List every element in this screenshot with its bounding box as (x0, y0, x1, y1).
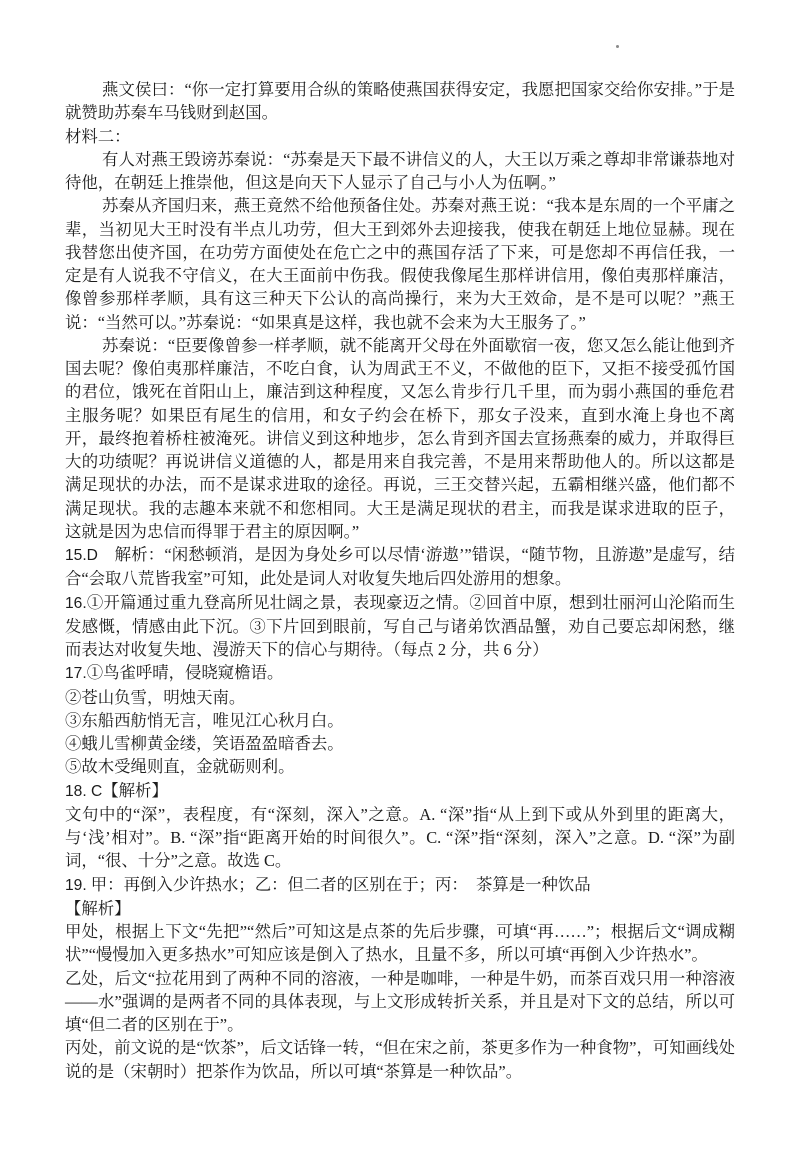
answer-19-analysis-label (65, 897, 735, 920)
answer-17-number: 17. (65, 665, 87, 683)
answer-15-number: 15.D (65, 547, 98, 564)
answer-19-analysis-jia (65, 920, 735, 967)
answer-15-text: 解析：“闲愁顿消，是因为身处乡可以尽情‘游遨’”错误，“随节物，且游遨”是虚写，结合“会取八荒皆我室”可知，此处是词人对收复失地后四处游用的想象。 (65, 545, 735, 589)
answer-19-analysis-jia-text: 甲处，根据上下文“先把”“然后”可知这是点茶的先后步骤，可填“再……”；根据后文“调成糊状”“慢慢加入更多热水”可知应该是倒入了热水，且量不多，所以可填“再倒入少许热水”。 (65, 922, 735, 965)
answer-17-item-2-text: ②苍山负雪，明烛天南。 (65, 687, 246, 707)
answer-17-item-4-text: ④蛾儿雪柳黄金缕，笑语盈盈暗香去。 (65, 734, 344, 753)
answer-18-heading (65, 779, 735, 803)
answer-19 (65, 873, 735, 897)
paragraph-text: 燕文侯曰：“你一定打算要用合纵的策略使燕国获得安定，我愿把国家交给你安排。”于是就赞助苏秦车马钱财到赵国。 (65, 80, 735, 123)
answer-19-analysis-yi-text: 乙处，后文“拉花用到了两种不同的溶液，一种是咖啡，一种是牛奶，而茶百戏只用一种溶液——水”强调的是两者不同的具体表现，与上文形成转折关系，并且是对下文的总结，所以可填“但二者的区别在于”。 (65, 968, 735, 1034)
answer-17-item-1-text: ①鸟雀呼晴，侵晓窥檐语。 (86, 663, 284, 683)
translation-paragraph-yan-wenhou (65, 78, 735, 125)
answer-17-item-3-text: ③东船西舫悄无言，唯见江心秋月白。 (65, 710, 344, 730)
answer-19-number: 19. (65, 876, 87, 894)
answer-17-item-4 (65, 732, 735, 755)
answer-19-analysis-yi (65, 967, 735, 1037)
answer-18-analysis-text: 文句中的“深”，表程度，有“深刻，深入”之意。A. “深”指“从上到下或从外到里的距离大，与‘浅’相对”。B. “深”指“距离开始的时间很久”。C. “深”指“深刻，深入”之意。D. “深”为副词，“很、十分”之意。故选 C。 (65, 804, 735, 871)
translation-paragraph-suqin-return (65, 194, 735, 334)
paragraph-text: 苏秦说：“臣要像曾参一样孝顺，就不能离开父母在外面歇宿一夜，您又怎么能让他到齐国去呢？像伯夷那样廉洁，不吃白食，认为周武王不义，不做他的臣下，又拒不接受孤竹国的君位，饿死在首阳山上，廉洁到这种程度，又怎么肯步行几千里，而为弱小燕国的垂危君主服务呢？如果臣有尾生的信用，和女子约会在桥下，那女子没来，直到水淹上身也不离开，最终抱着桥柱被淹死。讲信义到这种地步，怎么肯到齐国去宣扬燕秦的威力，并取得巨大的功绩呢？再说讲信义道德的人，都是用来自我完善，不是用来帮助他人的。所以这都是满足现状的办法，而不是谋求进取的途径。再说，三王交替兴起，五霸相继兴盛，他们都不满足现状。我的志趣本来就不和您相同。大王是满足现状的君主，而我是谋求进取的臣子，这就是因为忠信而得罪于君主的原因啊。” (65, 335, 735, 541)
answer-15 (65, 543, 735, 591)
answer-16 (65, 591, 735, 662)
answer-17-item-1 (65, 661, 735, 685)
answer-19-analysis-label-text: 【解析】 (65, 898, 131, 918)
document-text-block (65, 78, 735, 1083)
answer-18-analysis (65, 803, 735, 873)
answer-17-item-2 (65, 686, 735, 709)
answer-19-analysis-bing-text: 丙处，前文说的是“饮茶”，后文话锋一转，“但在宋之前，茶更多作为一种食物”，可知画线处说的是（宋朝时）把茶作为饮品，所以可填“茶算是一种饮品”。 (65, 1038, 735, 1081)
paragraph-text: 苏秦从齐国归来，燕王竟然不给他预备住处。苏秦对燕王说：“我本是东周的一个平庸之辈，当初见大王时没有半点儿功劳，但大王到郊外去迎接我，使我在朝廷上地位显赫。现在我替您出使齐国，在功劳方面使处在危亡之中的燕国存活了下来，可是您却不再信任我，一定是有人说我不守信义，在大王面前中伤我。假使我像尾生那样讲信用，像伯夷那样廉洁，像曾参那样孝顺，具有这三种天下公认的高尚操行，来为大王效命，是不是可以呢？”燕王说：“当然可以。”苏秦说：“如果真是这样，我也就不会来为大王服务了。” (65, 196, 735, 332)
translation-paragraph-slander (65, 148, 735, 195)
answer-17-item-3 (65, 709, 735, 732)
answer-19-text: 甲：再倒入少许热水；乙：但二者的区别在于；丙： 茶算是一种饮品 (86, 874, 591, 894)
paragraph-text: 有人对燕王毁谤苏秦说：“苏秦是天下最不讲信义的人，大王以万乘之尊却非常谦恭地对待他，在朝廷上推崇他，但这是向天下人显示了自己与小人为伍啊。” (65, 149, 735, 192)
translation-paragraph-suqin-reply (65, 334, 735, 543)
answer-18-number: 18. C (65, 782, 103, 800)
paragraph-text: 材料二： (65, 126, 131, 146)
answer-16-text: ①开篇通过重九登高所见壮阔之景，表现豪迈之情。②回首中原，想到壮丽河山沦陷而生发感慨，情感由此下沉。③下片回到眼前，写自己与诸弟饮酒品蟹，劝自己要忘却闲愁，继而表达对收复失地、漫游天下的信心与期待。（每点 2 分，共 6 分） (65, 592, 735, 659)
answer-17-item-5 (65, 755, 735, 778)
answer-18-heading-text: 【解析】 (102, 780, 168, 800)
answer-16-number: 16. (65, 594, 87, 612)
answer-17-item-5-text: ⑤故木受绳则直，金就砺则利。 (65, 757, 295, 777)
material-two-label (65, 125, 735, 148)
answer-19-analysis-bing (65, 1036, 735, 1083)
stray-dot-mark (616, 45, 619, 48)
